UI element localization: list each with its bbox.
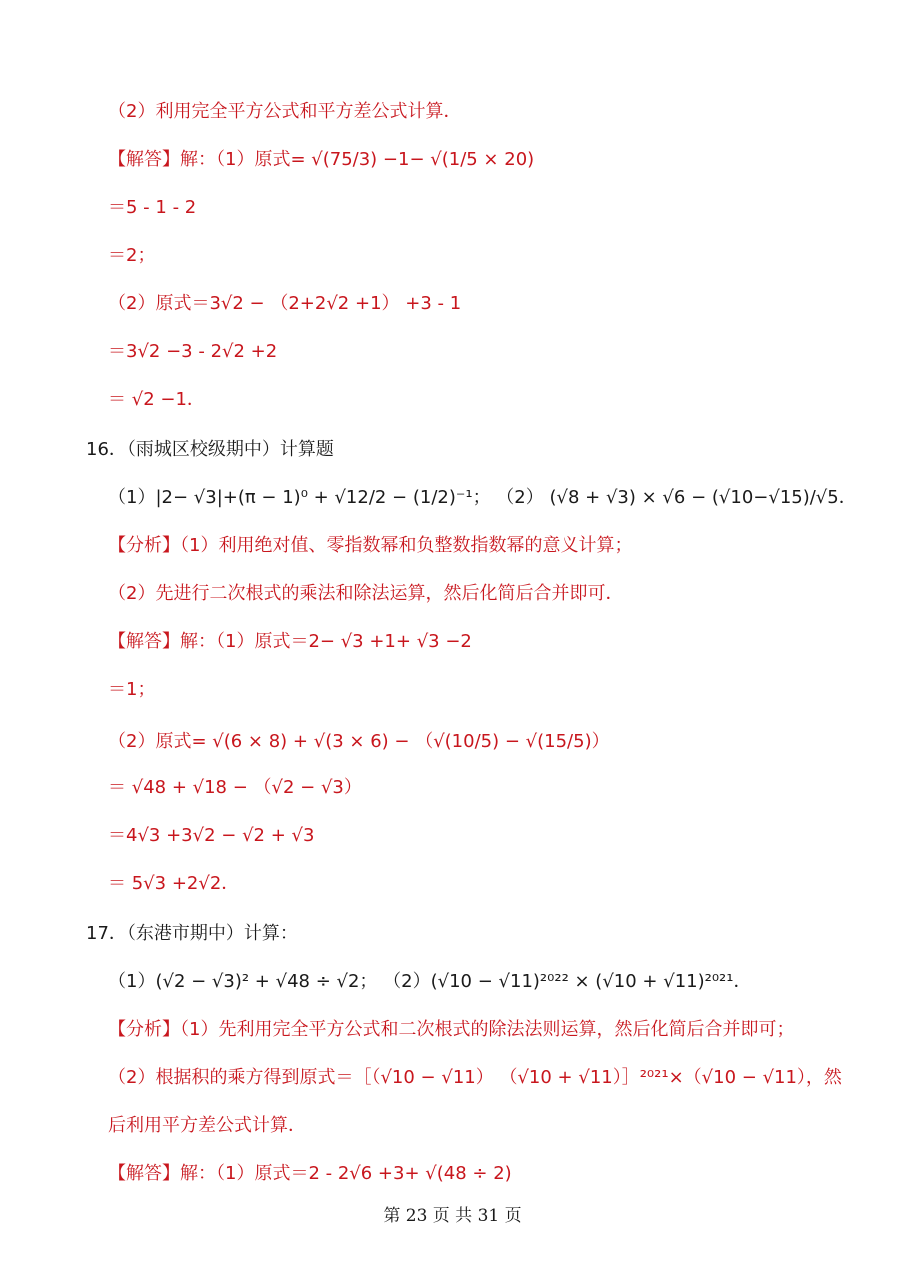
line-7: ＝ √2 −1． [108, 389, 205, 410]
line-11: （2）先进行二次根式的乘法和除法运算，然后化简后合并即可． [108, 583, 624, 604]
question-17-problems: （1）(√2 − √3)² + √48 ÷ √2； （2）(√10 − √11)²⁰²² × (√10 + √11)²⁰²¹． [108, 971, 752, 992]
line-22: 后利用平方差公式计算． [108, 1115, 306, 1136]
line-1: （2）利用完全平方公式和平方差公式计算． [108, 101, 462, 122]
question-16-problems: （1）|2− √3|+(π − 1)⁰ + √12/2 − (1/2)⁻¹； （2） (√8 + √3) × √6 − (√10−√15)/√5． [108, 487, 857, 508]
line-5: （2）原式＝3√2 − （2+2√2 +1） +3 - 1 [108, 293, 462, 314]
line-13: ＝1； [108, 679, 156, 700]
question-16-heading: 16．（雨城区校级期中）计算题 [86, 439, 334, 460]
line-4: ＝2； [108, 245, 156, 266]
line-10: 【分析】（1）利用绝对值、零指数幂和负整数指数幂的意义计算； [108, 535, 633, 556]
question-17-heading: 17．（东港市期中）计算： [86, 923, 298, 944]
page-footer: 第 23 页 共 31 页 [383, 1206, 522, 1226]
line-14: （2）原式= √(6 × 8) + √(3 × 6) − （√(10/5) − √(15/5)） [108, 731, 610, 752]
line-17: ＝ 5√3 +2√2． [108, 873, 240, 894]
line-21: （2）根据积的乘方得到原式＝［（√10 − √11） （√10 + √11）］²⁰²¹×（√10 − √11），然 [108, 1067, 842, 1088]
line-3: ＝5 - 1 - 2 [108, 197, 197, 218]
line-6: ＝3√2 −3 - 2√2 +2 [108, 341, 278, 362]
line-2: 【解答】解：（1）原式= √(75/3) −1− √(1/5 × 20) [108, 149, 535, 170]
line-12: 【解答】解：（1）原式＝2− √3 +1+ √3 −2 [108, 631, 472, 652]
line-20: 【分析】（1）先利用完全平方公式和二次根式的除法法则运算，然后化简后合并即可； [108, 1019, 795, 1040]
line-23: 【解答】解：（1）原式＝2 - 2√6 +3+ √(48 ÷ 2) [108, 1163, 512, 1184]
line-16: ＝4√3 +3√2 − √2 + √3 [108, 825, 315, 846]
line-15: ＝ √48 + √18 − （√2 − √3） [108, 777, 362, 798]
